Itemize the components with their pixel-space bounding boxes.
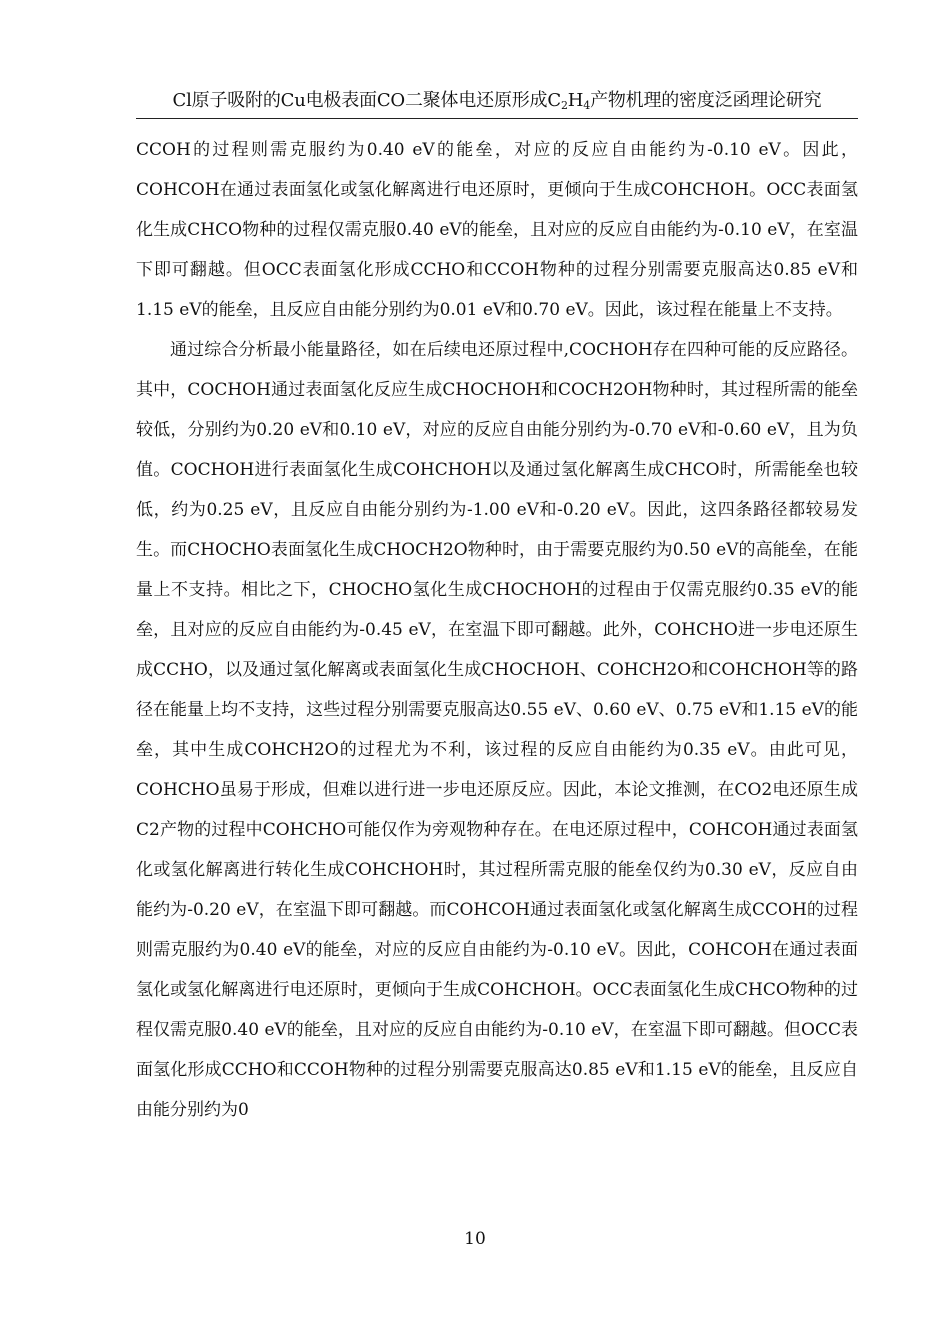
page-number: 10	[464, 1229, 486, 1249]
paragraph-pathway-analysis: 通过综合分析最小能量路径，如在后续电还原过程中,COCHOH存在四种可能的反应路径。其中，COCHOH通过表面氢化反应生成CHOCHOH和COCH2OH物种时，其过程所需的能垒较低，分别约为0.20 eV和0.10 eV，对应的反应自由能分别约为-0.70 eV和-0.60 eV，且为负值。COCHOH进行表面氢化生成COHCHOH以及通过氢化解离生成CHCO时，所需能垒也较低，约为0.25 eV，且反应自由能分别约为-1.00 eV和-0.20 eV。因此，这四条路径都较易发生。而CHOCHO表面氢化生成CHOCH2O物种时，由于需要克服约为0.50 eV的高能垒，在能量上不支持。相比之下，CHOCHO氢化生成CHOCHOH的过程由于仅需克服约0.35 eV的能垒，且对应的反应自由能约为-0.45 eV，在室温下即可翻越。此外，COHCHO进一步电还原生成CCHO，以及通过氢化解离或表面氢化生成CHOCHOH、COHCH2O和COHCHOH等的路径在能量上均不支持，这些过程分别需要克服高达0.55 eV、0.60 eV、0.75 eV和1.15 eV的能垒，其中生成COHCH2O的过程尤为不利，该过程的反应自由能约为0.35 eV。由此可见，COHCHO虽易于形成，但难以进行进一步电还原反应。因此，本论文推测，在CO2电还原生成C2产物的过程中COHCHO可能仅作为旁观物种存在。在电还原过程中，COHCOH通过表面氢化或氢化解离进行转化生成COHCHOH时，其过程所需克服的能垒仅约为0.30 eV，反应自由能约为-0.20 eV，在室温下即可翻越。而COHCOH通过表面氢化或氢化解离生成CCOH的过程则需克服约为0.40 eV的能垒，对应的反应自由能约为-0.10 eV。因此，COHCOH在通过表面氢化或氢化解离进行电还原时，更倾向于生成COHCHOH。OCC表面氢化生成CHCO物种的过程仅需克服0.40 eV的能垒，且对应的反应自由能约为-0.10 eV，在室温下即可翻越。但OCC表面氢化形成CCHO和CCOH物种的过程分别需要克服高达0.85 eV和1.15 eV的能垒，且反应自由能分别约为0	[136, 340, 858, 1120]
header-subscript-2: 2	[560, 99, 568, 112]
running-header-title	[136, 90, 858, 112]
header-title-part1: Cl原子吸附的Cu电极表面CO二聚体电还原形成C	[172, 90, 561, 111]
header-title-part2: H	[567, 90, 584, 111]
header-subscript-4: 4	[583, 99, 591, 112]
body-text	[136, 130, 858, 1130]
header-title-part3: 产物机理的密度泛函理论研究	[590, 90, 822, 111]
paragraph-continued: CCOH的过程则需克服约为0.40 eV的能垒，对应的反应自由能约为-0.10 eV。因此，COHCOH在通过表面氢化或氢化解离进行电还原时，更倾向于生成COHCHOH。OCC表面氢化生成CHCO物种的过程仅需克服0.40 eV的能垒，且对应的反应自由能约为-0.10 eV，在室温下即可翻越。但OCC表面氢化形成CCHO和CCOH物种的过程分别需要克服高达0.85 eV和1.15 eV的能垒，且反应自由能分别约为0.01 eV和0.70 eV。因此，该过程在能量上不支持。	[136, 140, 858, 320]
running-header	[136, 86, 858, 119]
